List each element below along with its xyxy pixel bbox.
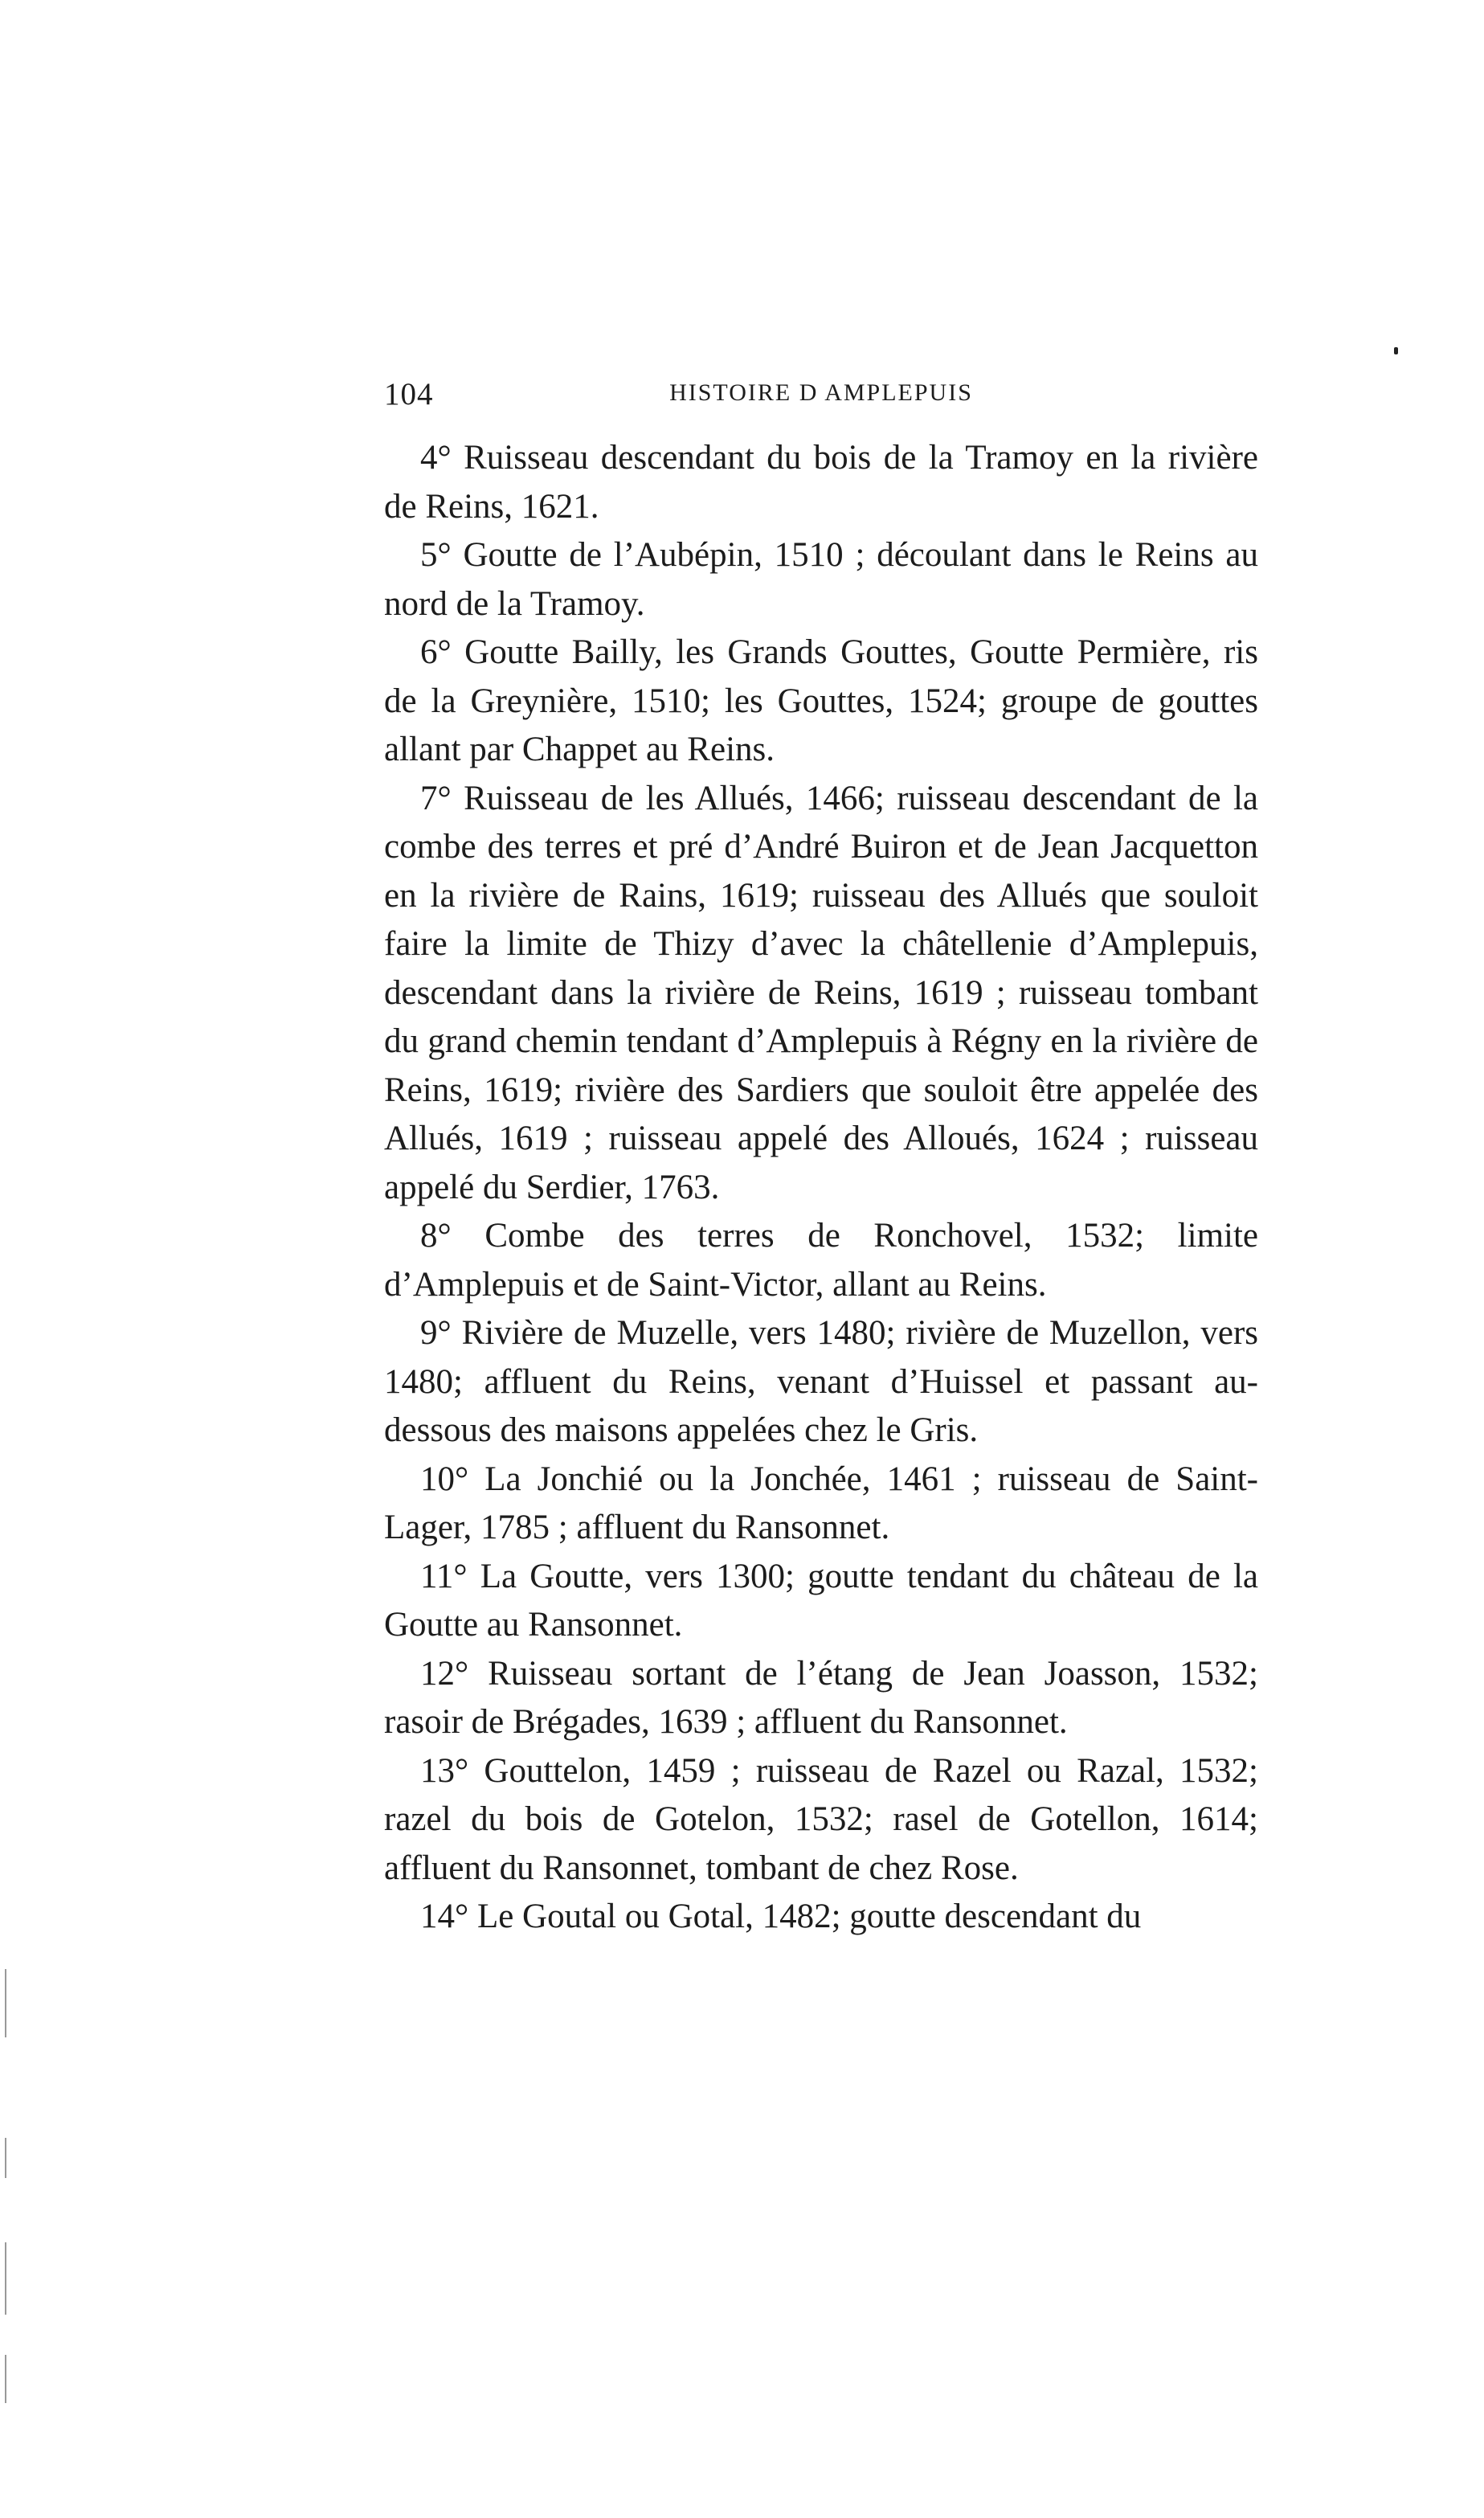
list-entry-13: 13° Gouttelon, 1459 ; ruisseau de Razel ou Razal, 1532; razel du bois de Gotelon, 1532; rasel de Gotellon, 1614; affluent du Ransonnet, tombant de chez Rose.: [384, 1751, 1258, 1887]
list-entry-10: 10° La Jonchié ou la Jonchée, 1461 ; ruisseau de Saint-Lager, 1785 ; affluent du Ransonnet.: [384, 1460, 1258, 1546]
margin-rule: [5, 1969, 6, 2037]
list-entry-4: 4° Ruisseau descendant du bois de la Tramoy en la rivière de Reins, 1621.: [384, 439, 1258, 526]
list-entry-5: 5° Goutte de l’Aubépin, 1510 ; découlant dans le Reins au nord de la Tramoy.: [384, 536, 1258, 623]
list-entry-7: 7° Ruisseau de les Allués, 1466; ruisseau descendant de la combe des terres et pré d’André Buiron et de Jean Jacquetton en la rivière de Rains, 1619; ruisseau des Allués que souloit faire la limite de Thizy d’avec la châtellenie d’Amplepuis, descendant dans la rivière de Reins, 1619 ; ruisseau tombant du grand chemin tendant d’Amplepuis à Régny en la rivière de Reins, 1619; rivière des Sardiers que souloit être appelée des Allués, 1619 ; ruisseau appelé des Alloués, 1624 ; ruisseau appelé du Serdier, 1763.: [384, 779, 1258, 1206]
list-entry-9: 9° Rivière de Muzelle, vers 1480; rivière de Muzellon, vers 1480; affluent du Reins, venant d’Huissel et passant au-dessous des maisons appelées chez le Gris.: [384, 1314, 1258, 1449]
running-head: [384, 376, 1258, 424]
list-entry-11: 11° La Goutte, vers 1300; goutte tendant du château de la Goutte au Ransonnet.: [384, 1557, 1258, 1644]
body-text: [384, 434, 1258, 1942]
margin-rule: [5, 2242, 6, 2315]
margin-rule: [5, 2355, 6, 2403]
page-number: 104: [384, 377, 434, 411]
ink-speck: [1394, 347, 1398, 354]
list-entry-14: 14° Le Goutal ou Gotal, 1482; goutte descendant du: [420, 1898, 1142, 1935]
list-entry-12: 12° Ruisseau sortant de l’étang de Jean Joasson, 1532; rasoir de Brégades, 1639 ; affluent du Ransonnet.: [384, 1654, 1258, 1741]
margin-rule: [5, 2138, 6, 2178]
running-title: HISTOIRE D AMPLEPUIS: [669, 379, 973, 406]
list-entry-8: 8° Combe des terres de Ronchovel, 1532; limite d’Amplepuis et de Saint-Victor, allant au Reins.: [384, 1217, 1258, 1304]
list-entry-6: 6° Goutte Bailly, les Grands Gouttes, Goutte Permière, ris de la Greynière, 1510; les Gouttes, 1524; groupe de gouttes allant par Chappet au Reins.: [384, 633, 1258, 768]
